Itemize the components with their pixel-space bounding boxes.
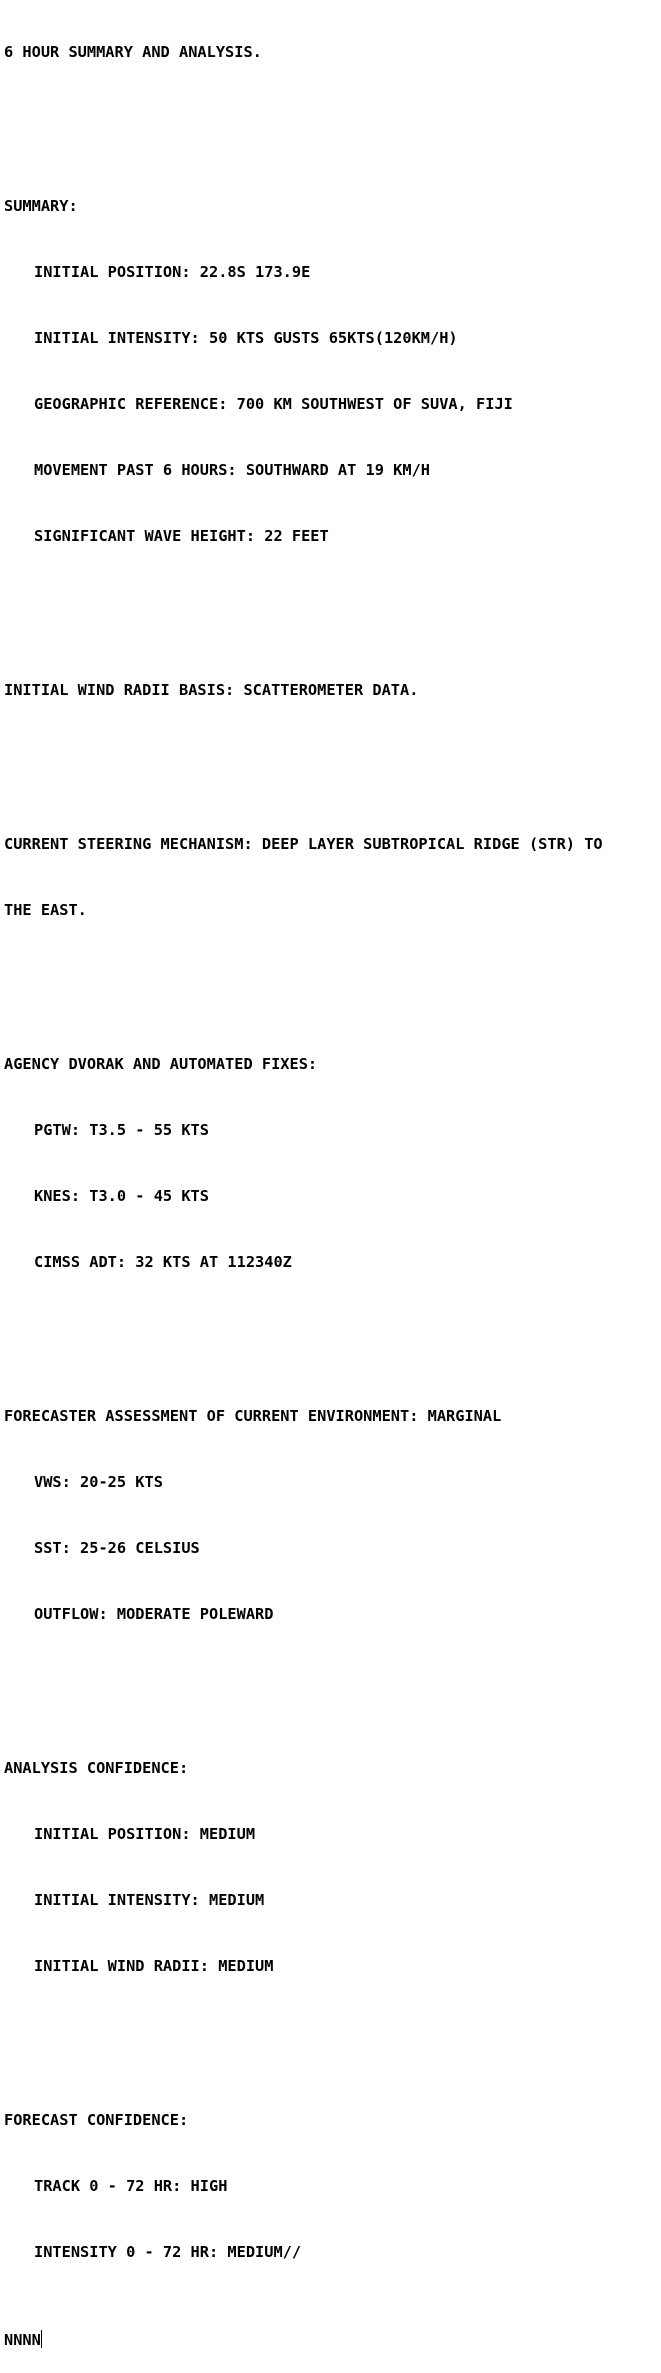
text-cursor	[41, 2330, 42, 2348]
environment-heading: FORECASTER ASSESSMENT OF CURRENT ENVIRONMENT: MARGINAL	[4, 1407, 502, 1425]
summary-movement: MOVEMENT PAST 6 HOURS: SOUTHWARD AT 19 KM/H	[34, 461, 431, 479]
end-marker: NNNN	[4, 2331, 41, 2349]
environment-vws: VWS: 20-25 KTS	[34, 1473, 163, 1491]
blank-line	[4, 1669, 659, 1691]
environment-sst: SST: 25-26 CELSIUS	[34, 1539, 200, 1557]
wind-radii-basis: INITIAL WIND RADII BASIS: SCATTEROMETER DATA.	[4, 681, 419, 699]
summary-initial-position: INITIAL POSITION: 22.8S 173.9E	[34, 263, 311, 281]
blank-line	[4, 1317, 659, 1339]
steering-line-2: THE EAST.	[4, 901, 87, 919]
summary-initial-intensity: INITIAL INTENSITY: 50 KTS GUSTS 65KTS(120KM/H)	[34, 329, 458, 347]
forecast-confidence-heading: FORECAST CONFIDENCE:	[4, 2111, 189, 2129]
dvorak-knes: KNES: T3.0 - 45 KTS	[34, 1187, 209, 1205]
forecast-confidence-track: TRACK 0 - 72 HR: HIGH	[34, 2177, 228, 2195]
bulletin-document	[4, 0, 659, 2373]
blank-line	[4, 591, 659, 613]
analysis-confidence-heading: ANALYSIS CONFIDENCE:	[4, 1759, 189, 1777]
blank-line	[4, 2021, 659, 2043]
forecast-confidence-intensity: INTENSITY 0 - 72 HR: MEDIUM//	[34, 2243, 302, 2261]
analysis-confidence-position: INITIAL POSITION: MEDIUM	[34, 1825, 256, 1843]
analysis-confidence-wind-radii: INITIAL WIND RADII: MEDIUM	[34, 1957, 274, 1975]
document-title: 6 HOUR SUMMARY AND ANALYSIS.	[4, 43, 262, 61]
blank-line	[4, 745, 659, 767]
dvorak-cimss-adt: CIMSS ADT: 32 KTS AT 112340Z	[34, 1253, 292, 1271]
analysis-confidence-intensity: INITIAL INTENSITY: MEDIUM	[34, 1891, 265, 1909]
blank-line	[4, 107, 659, 129]
summary-geographic-reference: GEOGRAPHIC REFERENCE: 700 KM SOUTHWEST OF SUVA, FIJI	[34, 395, 513, 413]
steering-line-1: CURRENT STEERING MECHANISM: DEEP LAYER SUBTROPICAL RIDGE (STR) TO	[4, 835, 603, 853]
environment-outflow: OUTFLOW: MODERATE POLEWARD	[34, 1605, 274, 1623]
blank-line	[4, 965, 659, 987]
summary-wave-height: SIGNIFICANT WAVE HEIGHT: 22 FEET	[34, 527, 329, 545]
summary-heading: SUMMARY:	[4, 197, 78, 215]
dvorak-heading: AGENCY DVORAK AND AUTOMATED FIXES:	[4, 1055, 318, 1073]
dvorak-pgtw: PGTW: T3.5 - 55 KTS	[34, 1121, 209, 1139]
end-marker-line[interactable]	[4, 2329, 659, 2351]
